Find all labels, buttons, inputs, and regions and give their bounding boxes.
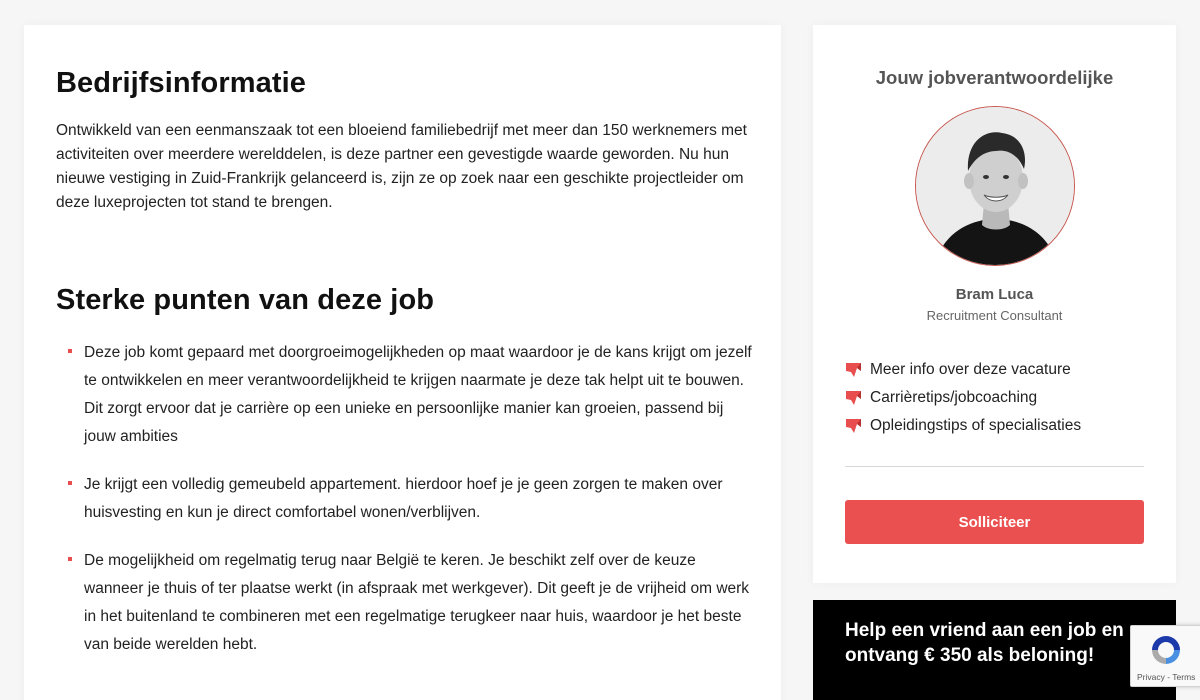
divider	[845, 466, 1144, 467]
referral-banner[interactable]	[813, 600, 1176, 700]
benefit-list	[845, 356, 1081, 440]
contact-card-title: Jouw jobverantwoordelijke	[875, 67, 1114, 88]
strengths-list	[56, 339, 756, 679]
square-bullet-icon	[68, 557, 72, 561]
square-bullet-icon	[68, 481, 72, 485]
consultant-role: Recruitment Consultant	[926, 308, 1063, 323]
avatar	[915, 106, 1075, 266]
list-item	[56, 339, 756, 451]
benefit-text: Carrièretips/jobcoaching	[870, 389, 1038, 406]
referral-text: Help een vriend aan een job en ontvang € 350 als beloning!	[845, 620, 1124, 666]
company-info-heading: Bedrijfsinformatie	[56, 67, 306, 99]
recaptcha-privacy-link[interactable]: Privacy	[1137, 672, 1165, 682]
recaptcha-separator: -	[1164, 672, 1173, 682]
strength-text: De mogelijkheid om regelmatig terug naar België te keren. Je beschikt zelf over de keuze wanneer je thuis of ter plaatse werkt (in afspraak met werkgever). Dit geeft je de vrijheid om werk in het buitenland te combineren met een regelmatige terugkeer naar huis, waardoor je het beste van beide werelden hebt.	[84, 552, 750, 653]
list-item	[845, 384, 1081, 412]
list-item	[56, 471, 756, 527]
apply-button[interactable]: Solliciteer	[845, 500, 1144, 544]
strength-text: Deze job komt gepaard met doorgroeimogelijkheden op maat waardoor je de kans krijgt om jezelf te ontwikkelen en meer verantwoordelijkheid te krijgen naarmate je deze tak helpt uit te bouwen. Dit zorgt ervoor dat je carrière op een unieke en persoonlijke manier kan groeien, passend bij jouw ambities	[84, 344, 752, 445]
benefit-text: Opleidingstips of specialisaties	[870, 417, 1082, 434]
benefit-text: Meer info over deze vacature	[870, 361, 1071, 378]
recaptcha-links	[1137, 672, 1195, 682]
list-item	[845, 356, 1081, 384]
red-arrow-icon	[845, 417, 863, 435]
job-contact-card	[813, 25, 1176, 583]
red-arrow-icon	[845, 361, 863, 379]
strengths-heading: Sterke punten van deze job	[56, 284, 435, 316]
recaptcha-badge[interactable]	[1130, 625, 1200, 687]
person-photo-icon	[916, 107, 1075, 266]
main-content-card	[24, 25, 781, 700]
square-bullet-icon	[68, 349, 72, 353]
recaptcha-terms-link[interactable]: Terms	[1172, 672, 1196, 682]
consultant-name: Bram Luca	[955, 286, 1034, 303]
red-arrow-icon	[845, 389, 863, 407]
list-item	[56, 547, 756, 659]
strength-text: Je krijgt een volledig gemeubeld appartement. hierdoor hoef je je geen zorgen te maken over huisvesting en kun je direct comfortabel wonen/verblijven.	[84, 476, 723, 521]
company-info-text: Ontwikkeld van een eenmanszaak tot een bloeiend familiebedrijf met meer dan 150 werknemers met activiteiten over meerdere werelddelen, is deze partner een gevestigde waarde geworden. Nu hun nieuwe vestiging in Zuid-Frankrijk gelanceerd is, zijn ze op zoek naar een geschikte projectleider om deze luxeprojecten tot stand te brengen.	[56, 122, 747, 211]
list-item	[845, 412, 1081, 440]
recaptcha-icon	[1149, 633, 1183, 667]
